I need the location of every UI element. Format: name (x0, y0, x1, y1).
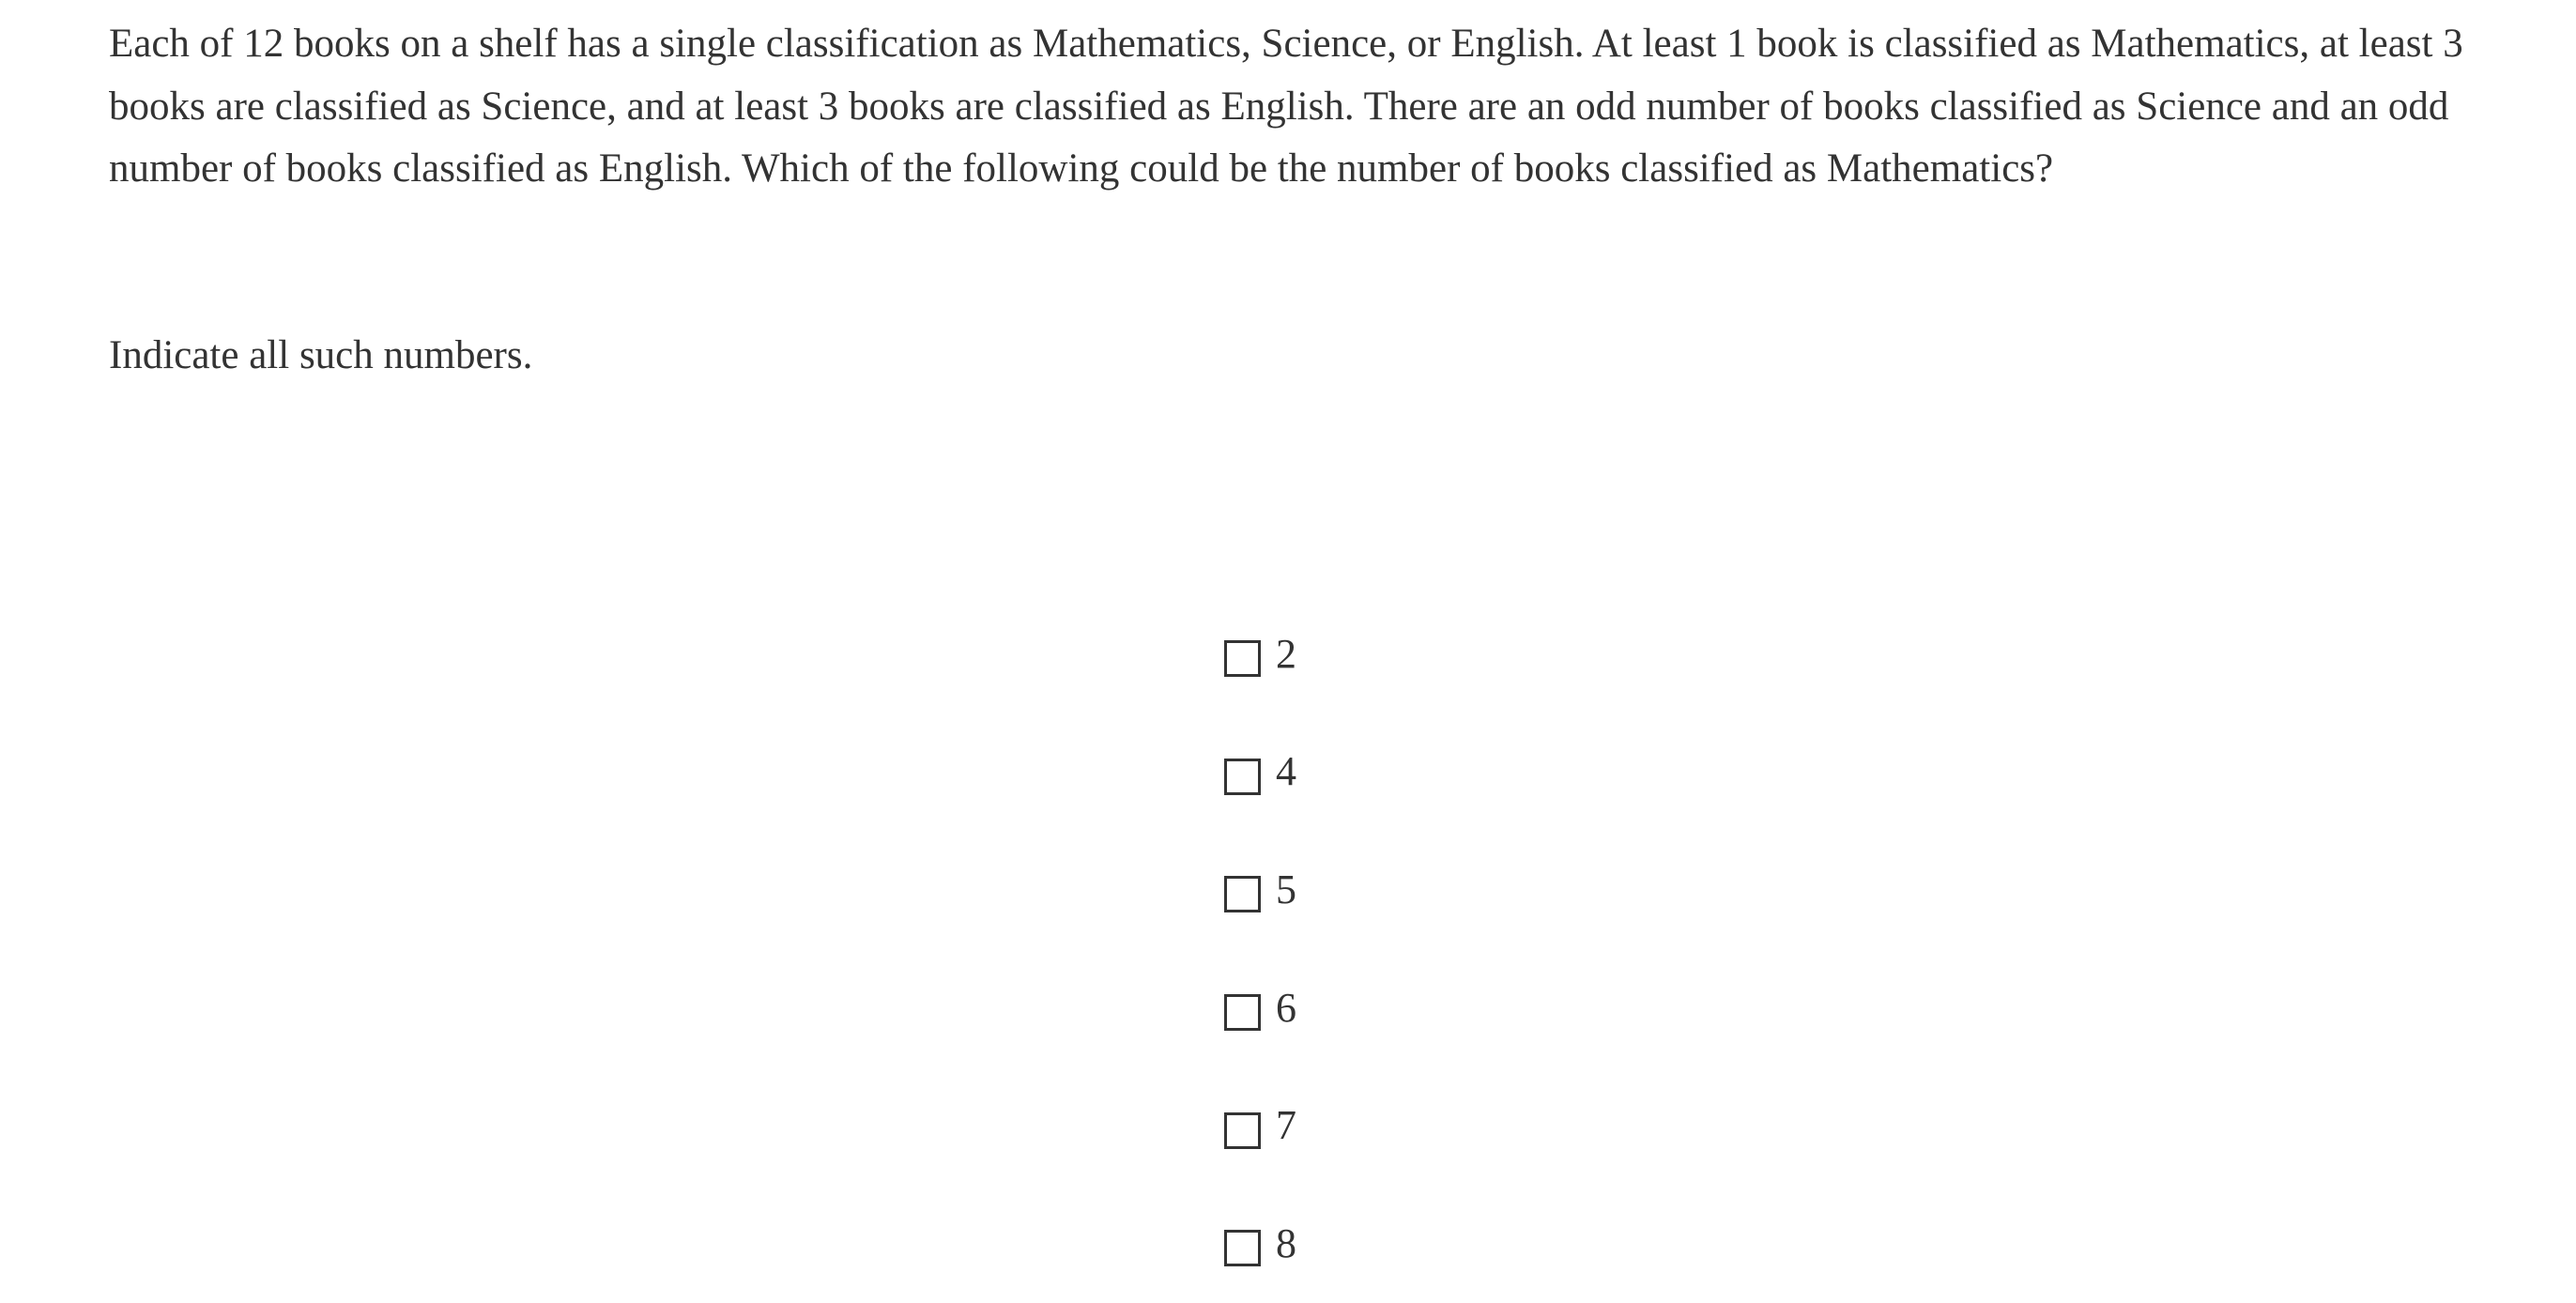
checkbox[interactable] (1224, 640, 1261, 677)
option-label: 6 (1276, 984, 1296, 1031)
answer-options (1224, 601, 1296, 1303)
answer-option[interactable] (1224, 713, 1296, 832)
option-label: 5 (1276, 866, 1296, 912)
checkbox[interactable] (1224, 1112, 1261, 1149)
checkbox[interactable] (1224, 759, 1261, 795)
question-instruction: Indicate all such numbers. (109, 333, 533, 377)
answer-option[interactable] (1224, 1185, 1296, 1303)
answer-option[interactable] (1224, 595, 1296, 713)
option-label: 4 (1276, 748, 1296, 795)
checkbox[interactable] (1224, 1230, 1261, 1266)
option-label: 8 (1276, 1219, 1296, 1266)
option-label: 7 (1276, 1102, 1296, 1149)
checkbox[interactable] (1224, 994, 1261, 1031)
answer-option[interactable] (1224, 1066, 1296, 1185)
checkbox[interactable] (1224, 876, 1261, 912)
question-prompt: Each of 12 books on a shelf has a single classification as Mathematics, Science, or English. At least 1 book is classified as Mathematics, at least 3 books are classified as Science, and at least 3 books are classified as English. There are an odd number of books classified as Science and an odd number of books classified as English. Which of the following could be the number of books classified as Mathematics? (109, 22, 2463, 191)
answer-option[interactable] (1224, 949, 1296, 1067)
option-label: 2 (1276, 630, 1296, 677)
answer-option[interactable] (1224, 831, 1296, 949)
